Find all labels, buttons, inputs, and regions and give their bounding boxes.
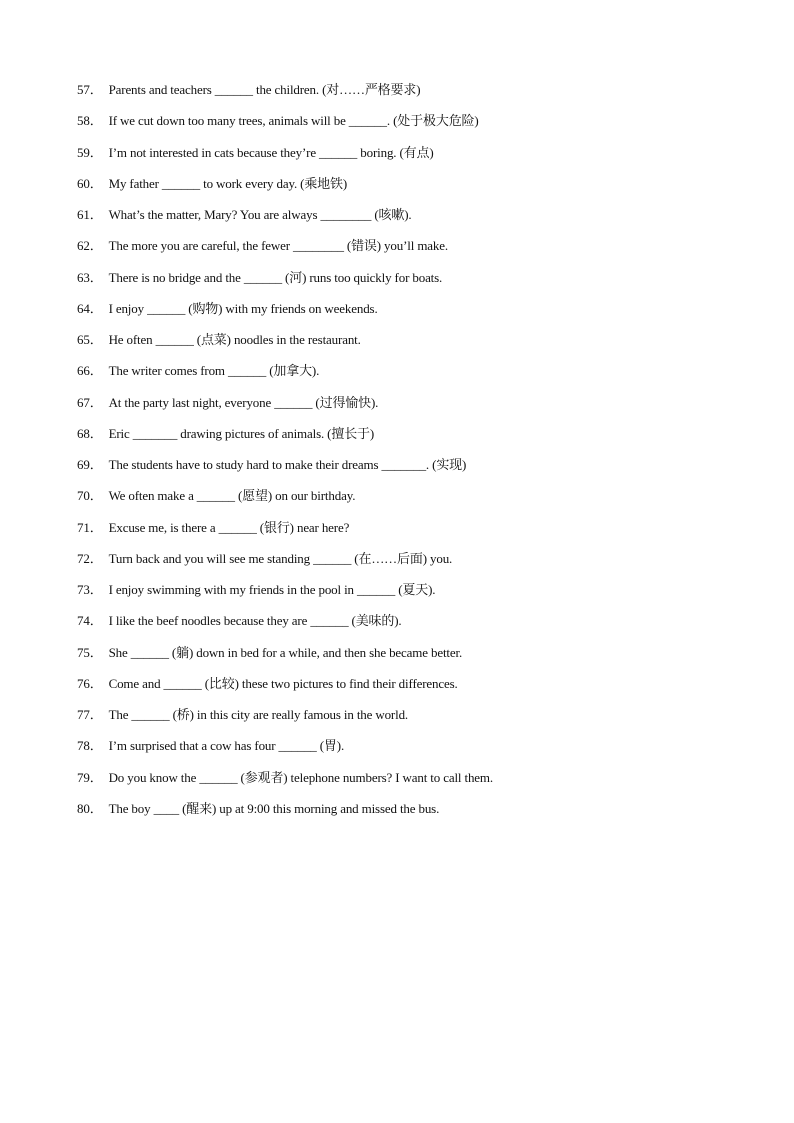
question-57 — [77, 80, 757, 111]
question-text: I’m surprised that a cow has four ______ (胃). — [108, 738, 345, 754]
question-number: 80． — [77, 800, 103, 816]
question-text: What’s the matter, Mary? You are always ________ (咳嗽). — [108, 207, 412, 222]
question-number: 68． — [77, 425, 103, 441]
question-number: 63． — [77, 269, 103, 285]
question-text: Excuse me, is there a ______ (银行) near here? — [108, 519, 350, 535]
question-number: 76． — [77, 675, 103, 691]
question-text: I like the beef noodles because they are ______ (美味的). — [108, 613, 402, 629]
question-65 — [77, 330, 757, 361]
question-number: 73． — [77, 582, 103, 597]
question-63 — [77, 268, 757, 299]
question-number: 79． — [77, 769, 103, 785]
question-78 — [77, 736, 757, 767]
question-text: He often ______ (点菜) noodles in the restaurant. — [108, 332, 361, 347]
question-number: 64． — [77, 300, 103, 316]
question-number: 62． — [77, 238, 103, 254]
question-text: The boy ____ (醒来) up at 9:00 this morning and missed the bus. — [108, 800, 440, 816]
question-59 — [77, 143, 757, 174]
question-number: 61． — [77, 207, 103, 222]
question-61 — [77, 205, 757, 236]
question-80 — [77, 799, 757, 830]
question-62 — [77, 236, 757, 267]
question-text: We often make a ______ (愿望) on our birthday. — [108, 488, 356, 504]
question-text: She ______ (躺) down in bed for a while, and then she became better. — [108, 644, 463, 660]
question-71 — [77, 518, 757, 549]
question-text: I enjoy ______ (购物) with my friends on weekends. — [108, 300, 378, 316]
question-number: 78． — [77, 738, 103, 754]
question-76 — [77, 674, 757, 705]
question-text: Turn back and you will see me standing ______ (在……后面) you. — [108, 550, 453, 566]
question-number: 75． — [77, 644, 103, 660]
question-number: 71． — [77, 519, 103, 535]
question-text: The more you are careful, the fewer ________ (错误) you’ll make. — [108, 238, 448, 254]
question-text: Do you know the ______ (参观者) telephone numbers? I want to call them. — [108, 769, 493, 785]
question-58 — [77, 111, 757, 142]
question-number: 77． — [77, 707, 103, 722]
question-text: Come and ______ (比较) these two pictures to find their differences. — [108, 675, 458, 691]
question-64 — [77, 299, 757, 330]
question-text: There is no bridge and the ______ (河) runs too quickly for boats. — [108, 269, 443, 285]
question-number: 60． — [77, 175, 103, 191]
question-69 — [77, 455, 757, 486]
question-number: 72． — [77, 550, 103, 566]
question-74 — [77, 611, 757, 642]
question-text: Eric _______ drawing pictures of animals. (擅长于) — [108, 425, 375, 441]
question-60 — [77, 174, 757, 205]
question-number: 74． — [77, 613, 103, 629]
question-70 — [77, 486, 757, 517]
question-68 — [77, 424, 757, 455]
question-number: 67． — [77, 394, 103, 410]
question-number: 69． — [77, 457, 103, 472]
question-text: If we cut down too many trees, animals will be ______. (处于极大危险) — [108, 113, 479, 129]
question-text: The students have to study hard to make their dreams _______. (实现) — [108, 457, 467, 472]
question-number: 65． — [77, 332, 103, 347]
question-67 — [77, 393, 757, 424]
question-73 — [77, 580, 757, 611]
question-text: The ______ (桥) in this city are really famous in the world. — [108, 707, 409, 722]
question-number: 70． — [77, 488, 103, 504]
question-79 — [77, 768, 757, 799]
question-text: My father ______ to work every day. (乘地铁) — [108, 175, 348, 191]
question-number: 57． — [77, 82, 103, 97]
question-text: I’m not interested in cats because they’re ______ boring. (有点) — [108, 144, 434, 160]
question-75 — [77, 643, 757, 674]
question-number: 58． — [77, 113, 103, 129]
question-text: At the party last night, everyone ______ (过得愉快). — [108, 394, 379, 410]
question-66 — [77, 361, 757, 392]
question-number: 66． — [77, 363, 103, 379]
question-number: 59． — [77, 144, 103, 160]
question-72 — [77, 549, 757, 580]
question-text: Parents and teachers ______ the children. (对……严格要求) — [108, 82, 421, 97]
question-list — [77, 80, 757, 830]
question-text: I enjoy swimming with my friends in the pool in ______ (夏天). — [108, 582, 436, 597]
question-text: The writer comes from ______ (加拿大). — [108, 363, 320, 379]
question-77 — [77, 705, 757, 736]
